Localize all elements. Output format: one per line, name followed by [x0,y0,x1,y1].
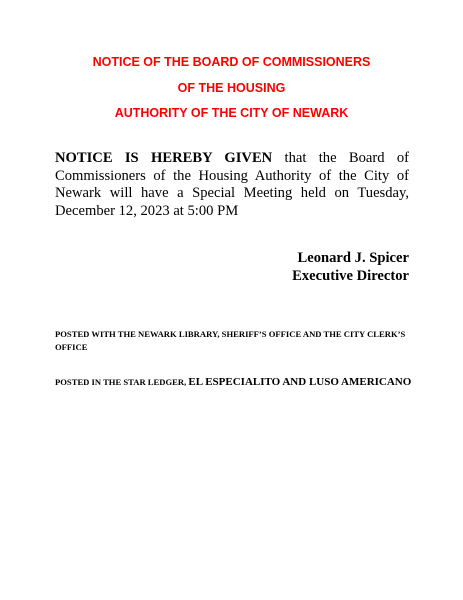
posting-notice-offices: POSTED WITH THE NEWARK LIBRARY, SHERIFF’S OFFICE AND THE CITY CLERK’S OFFICE [55,329,406,352]
notice-heading-line-3: AUTHORITY OF THE CITY OF NEWARK [114,106,349,120]
notice-heading-line-1: NOTICE OF THE BOARD OF COMMISSIONERS [92,55,371,69]
notice-heading-line-2: OF THE HOUSING [177,81,286,95]
notice-lead: NOTICE IS HEREBY GIVEN [55,150,273,166]
signature-block [292,249,409,285]
posting-newspapers-prefix: POSTED IN THE STAR LEDGER, [55,377,189,387]
notice-text: that the Board of Commissioners of the Housing Authority of the City of Newark will have a Special Meeting held on Tuesday, December 12, 2023 at 5:00 PM [55,150,409,219]
notice-body [55,150,409,220]
signatory-title: Executive Director [292,268,409,284]
signatory-name: Leonard J. Spicer [297,250,409,266]
posting-notice-newspapers [55,376,415,389]
posting-newspapers-names: EL ESPECIALITO AND LUSO AMERICANO [188,376,412,388]
